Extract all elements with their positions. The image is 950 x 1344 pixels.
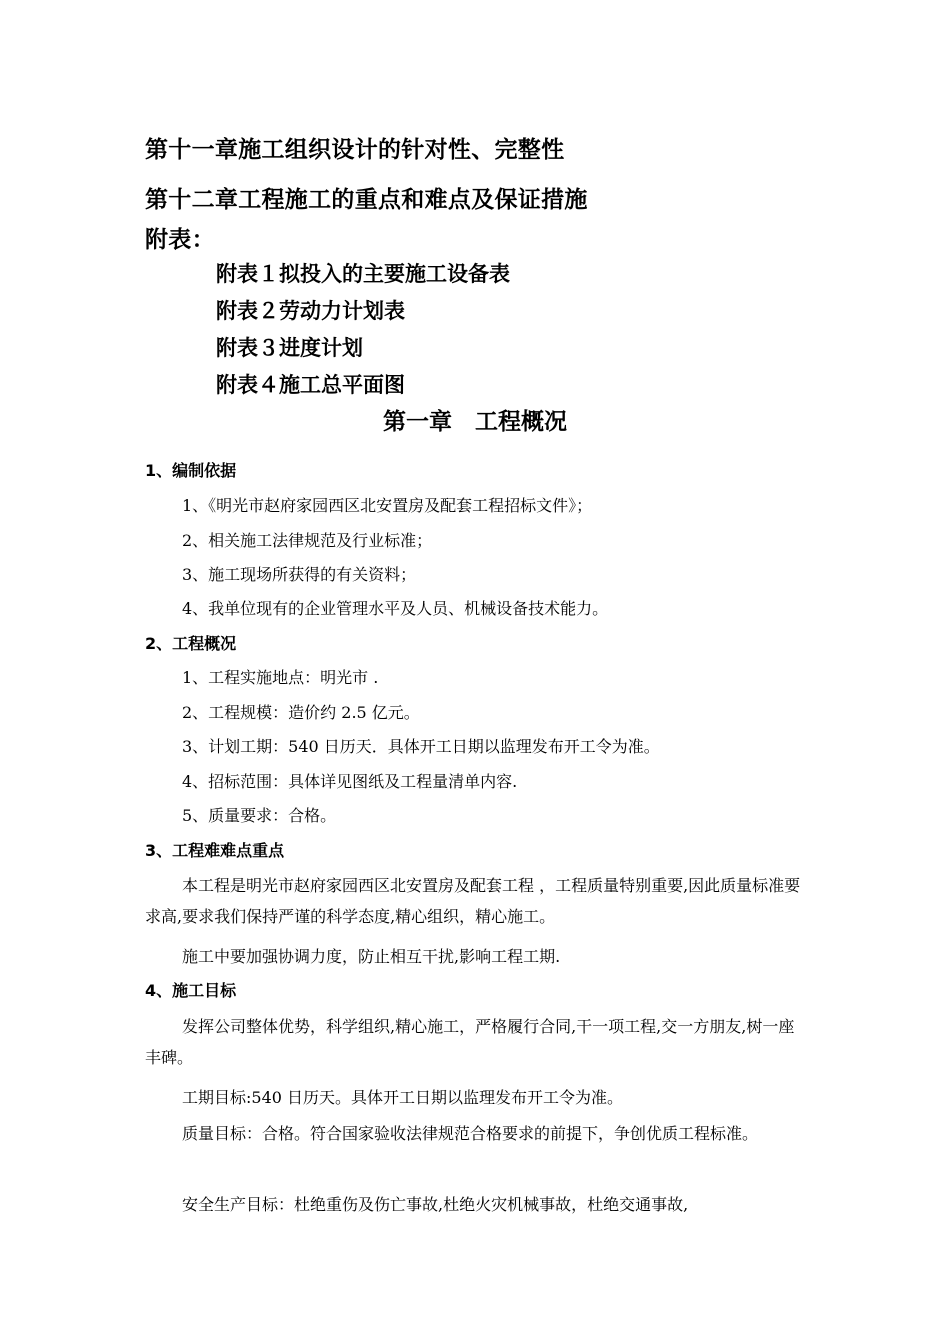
list-item: 3、计划工期：540 日历天．具体开工日期以监理发布开工令为准。 <box>182 737 660 756</box>
list-item: 1、《明光市赵府家园西区北安置房及配套工程招标文件》； <box>182 496 593 515</box>
chapter-title: 第一章 工程概况 <box>383 408 567 435</box>
paragraph: 本工程是明光市赵府家园西区北安置房及配套工程 ，工程质量特别重要,因此质量标准要求高,要求我们保持严谨的科学态度,精心组织，精心施工。 <box>145 876 801 926</box>
toc-appendix-item: 附表１拟投入的主要施工设备表 <box>216 261 510 286</box>
list-item: 2、工程规模：造价约 2.5 亿元。 <box>182 703 420 722</box>
paragraph: 工期目标:540 日历天。具体开工日期以监理发布开工令为准。 <box>182 1088 624 1107</box>
list-item: 1、工程实施地点：明光市 . <box>182 668 379 687</box>
section-heading: 3、工程难难点重点 <box>145 841 285 860</box>
paragraph: 安全生产目标：杜绝重伤及伤亡事故,杜绝火灾机械事故，杜绝交通事故, <box>182 1195 689 1214</box>
toc-appendix-item: 附表４施工总平面图 <box>216 372 405 397</box>
paragraph: 质量目标：合格。符合国家验收法律规范合格要求的前提下，争创优质工程标准。 <box>182 1124 759 1143</box>
toc-appendix-label: 附表： <box>145 226 215 253</box>
toc-appendix-item: 附表２劳动力计划表 <box>216 298 405 323</box>
list-item: 5、质量要求：合格。 <box>182 806 337 825</box>
section-heading: 1、编制依据 <box>145 461 237 480</box>
list-item: 2、相关施工法律规范及行业标准； <box>182 531 433 550</box>
toc-appendix-item: 附表３进度计划 <box>216 335 363 360</box>
toc-chapter-12: 第十二章工程施工的重点和难点及保证措施 <box>145 186 588 213</box>
list-item: 4、我单位现有的企业管理水平及人员、机械设备技术能力。 <box>182 599 609 618</box>
section-heading: 2、工程概况 <box>145 634 237 653</box>
paragraph: 施工中要加强协调力度，防止相互干扰,影响工程工期. <box>182 947 561 966</box>
section-heading: 4、施工目标 <box>145 981 237 1000</box>
toc-chapter-11: 第十一章施工组织设计的针对性、完整性 <box>145 136 565 163</box>
list-item: 4、招标范围：具体详见图纸及工程量清单内容. <box>182 772 518 791</box>
paragraph: 发挥公司整体优势，科学组织,精心施工，严格履行合同,干一项工程,交一方朋友,树一座丰碑。 <box>145 1017 795 1067</box>
list-item: 3、施工现场所获得的有关资料； <box>182 565 417 584</box>
